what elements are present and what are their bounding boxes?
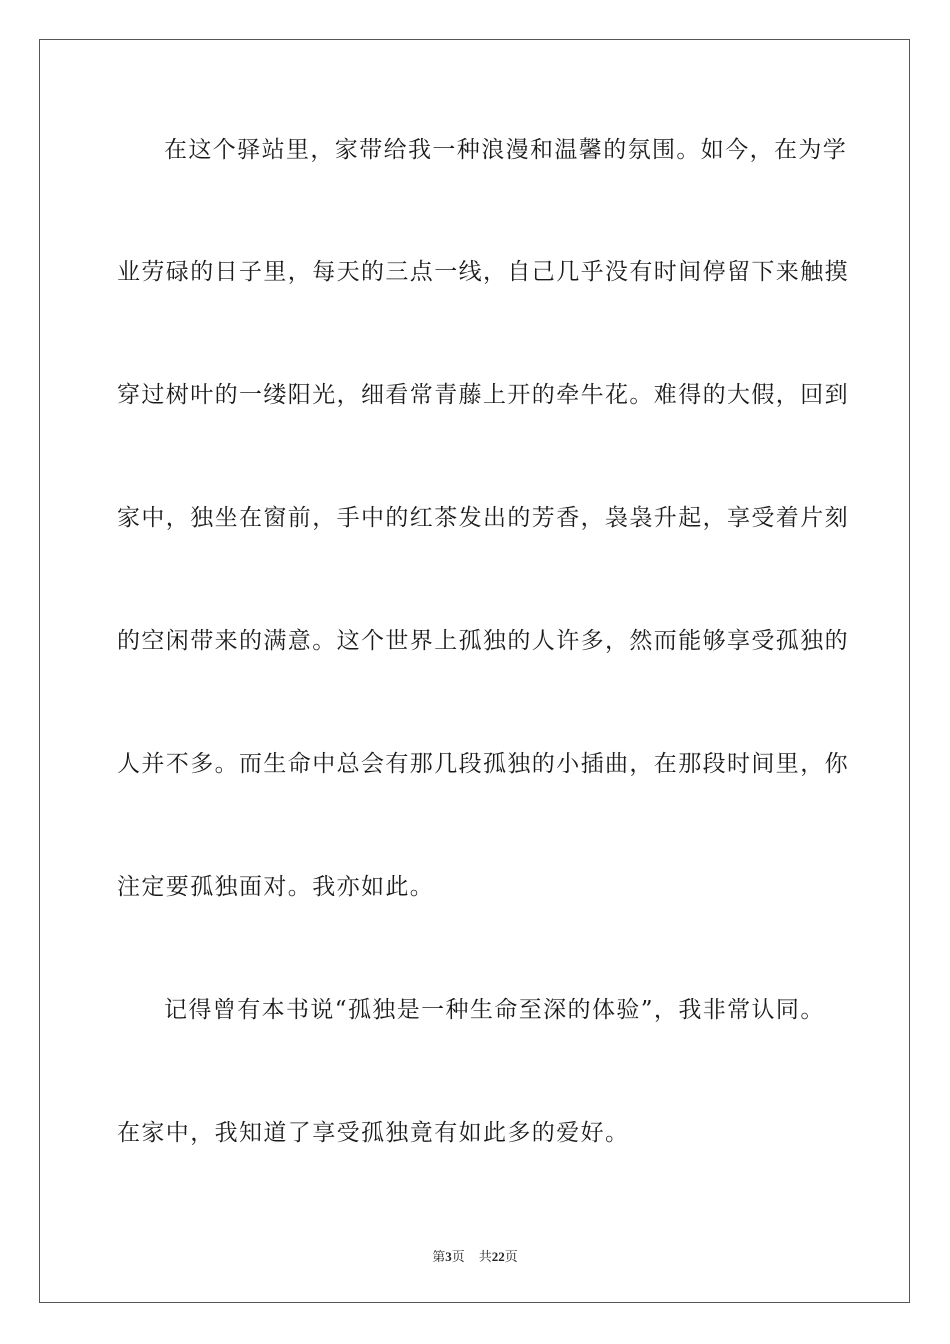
paragraph-1-line-6: 人并不多。而生命中总会有那几段孤独的小插曲，在那段时间里，你 <box>117 751 849 777</box>
paragraph-1-line-4: 家中，独坐在窗前，手中的红茶发出的芳香，袅袅升起，享受着片刻 <box>117 505 849 531</box>
footer-page-suffix: 页 <box>451 1249 465 1264</box>
paragraph-2-line-2: 在家中，我知道了享受孤独竟有如此多的爱好。 <box>117 1120 630 1146</box>
paragraph-1-line-1: 在这个驿站里，家带给我一种浪漫和温馨的氛围。如今，在为学 <box>164 137 848 163</box>
paragraph-1-line-3: 穿过树叶的一缕阳光，细看常青藤上开的牵牛花。难得的大假，回到 <box>117 382 849 408</box>
paragraph-2-line-1: 记得曾有本书说“孤独是一种生命至深的体验”，我非常认同。 <box>164 997 825 1023</box>
footer-page-prefix: 第 <box>432 1249 446 1264</box>
paragraph-1-line-2: 业劳碌的日子里，每天的三点一线，自己几乎没有时间停留下来触摸 <box>117 259 849 285</box>
footer-total-suffix: 页 <box>504 1249 518 1264</box>
footer-page-number: 3 <box>445 1249 452 1264</box>
page-footer <box>0 1246 950 1265</box>
paragraph-1-line-5: 的空闲带来的满意。这个世界上孤独的人许多，然而能够享受孤独的 <box>117 628 849 654</box>
page-border <box>39 39 910 1303</box>
footer-total-pages: 22 <box>491 1249 505 1264</box>
paragraph-1-line-7: 注定要孤独面对。我亦如此。 <box>117 874 435 900</box>
footer-total-prefix: 共 <box>478 1249 492 1264</box>
